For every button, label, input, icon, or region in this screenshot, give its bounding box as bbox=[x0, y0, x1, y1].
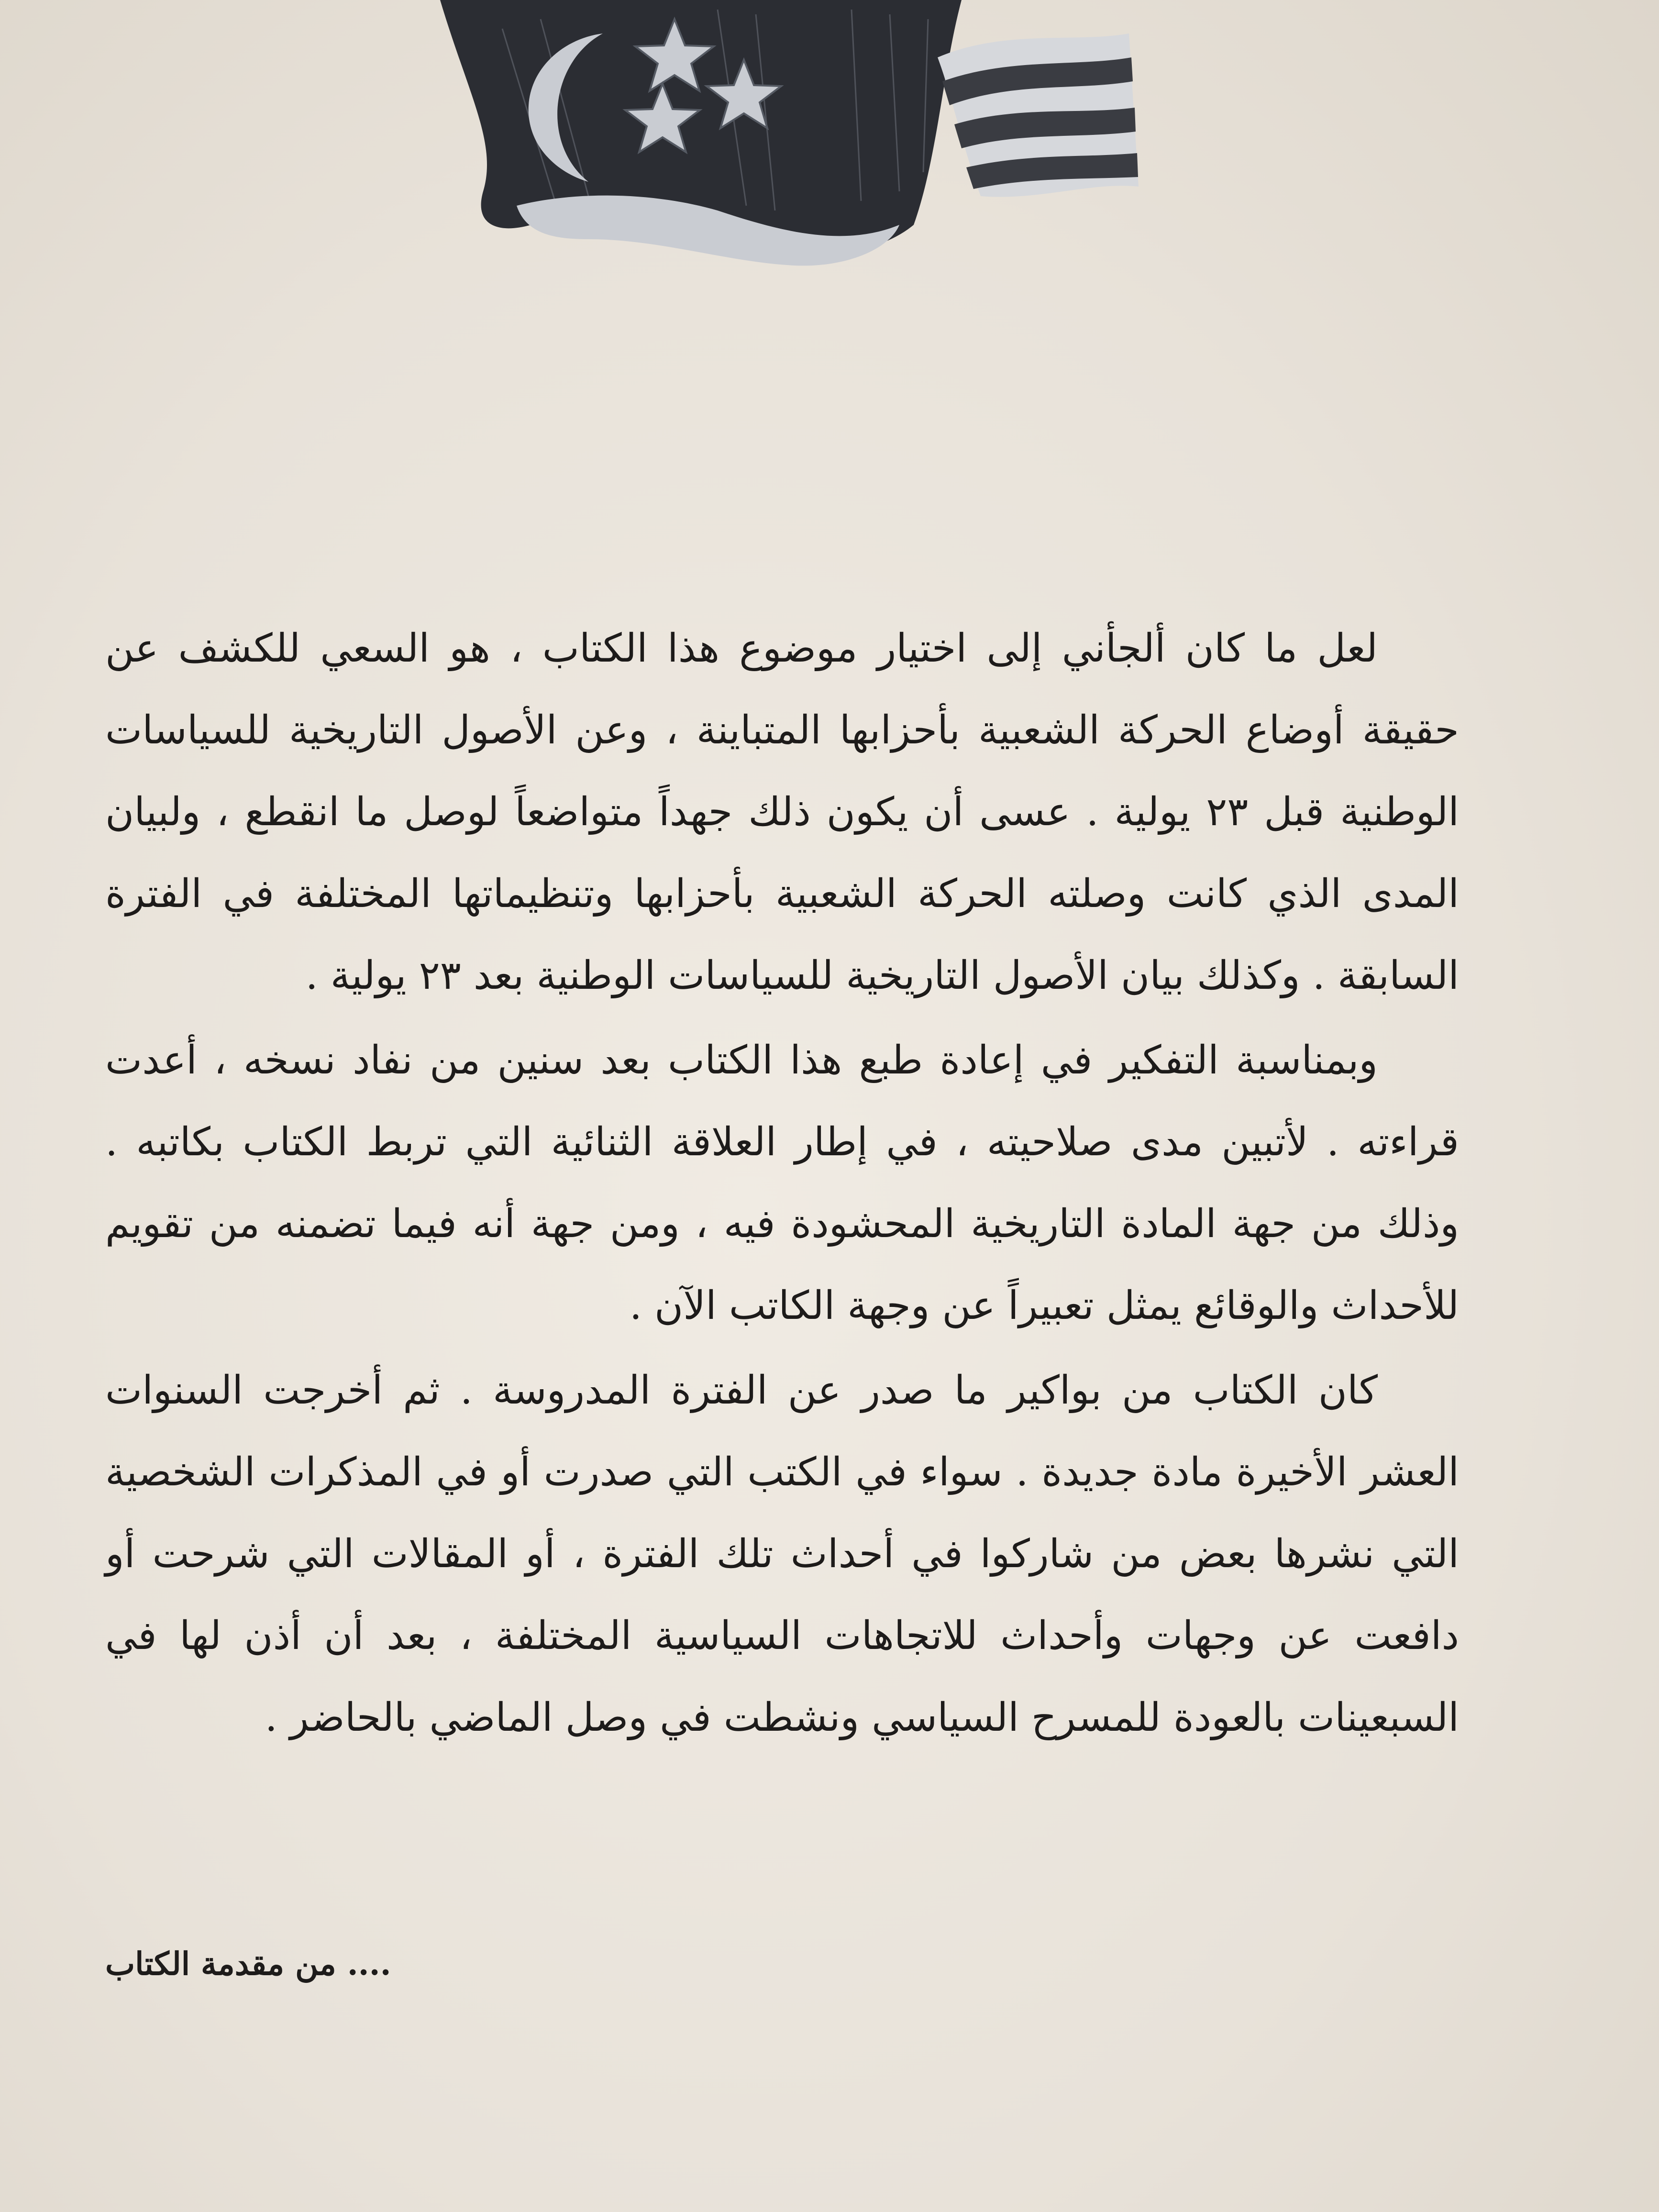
paragraph-1: لعل ما كان ألجأني إلى اختيار موضوع هذا الكتاب ، هو السعي للكشف عن حقيقة أوضاع الحركة الشعبية بأحزابها المتباينة ، وعن الأصول التاريخية للسياسات الوطنية قبل ٢٣ يولية . عسى أن يكون ذلك جهداً متواضعاً لوصل ما انقطع ، ولبيان المدى الذي كانت وصلته الحركة الشعبية بأحزابها وتنظيماتها المختلفة في الفترة السابقة . وكذلك بيان الأصول التاريخية للسياسات الوطنية بعد ٢٣ يولية . bbox=[105, 626, 1459, 998]
flag-stripes bbox=[938, 33, 1139, 197]
attribution-note: .... من مقدمة الكتاب bbox=[105, 1945, 391, 1982]
paragraph-2: وبمناسبة التفكير في إعادة طبع هذا الكتاب بعد سنين من نفاد نسخه ، أعدت قراءته . لأتبين مدى صلاحيته ، في إطار العلاقة الثنائية التي تربط الكتاب بكاتبه . وذلك من جهة المادة التاريخية المحشودة فيه ، ومن جهة أنه فيما تضمنه من تقويم للأحداث والوقائع يمثل تعبيراً عن وجهة الكاتب الآن . bbox=[105, 1038, 1459, 1328]
paragraph-3: كان الكتاب من بواكير ما صدر عن الفترة المدروسة . ثم أخرجت السنوات العشر الأخيرة مادة جديدة . سواء في الكتب التي صدرت أو في المذكرات الشخصية التي نشرها بعض من شاركوا في أحداث تلك الفترة ، أو المقالات التي شرحت أو دافعت عن وجهات وأحداث للاتجاهات السياسية المختلفة ، بعد أن أذن لها في السبعينات بالعودة للمسرح السياسي ونشطت في وصل الماضي بالحاضر . bbox=[105, 1368, 1459, 1740]
intro-text bbox=[105, 608, 1459, 1759]
flag-illustration bbox=[431, 0, 1177, 268]
